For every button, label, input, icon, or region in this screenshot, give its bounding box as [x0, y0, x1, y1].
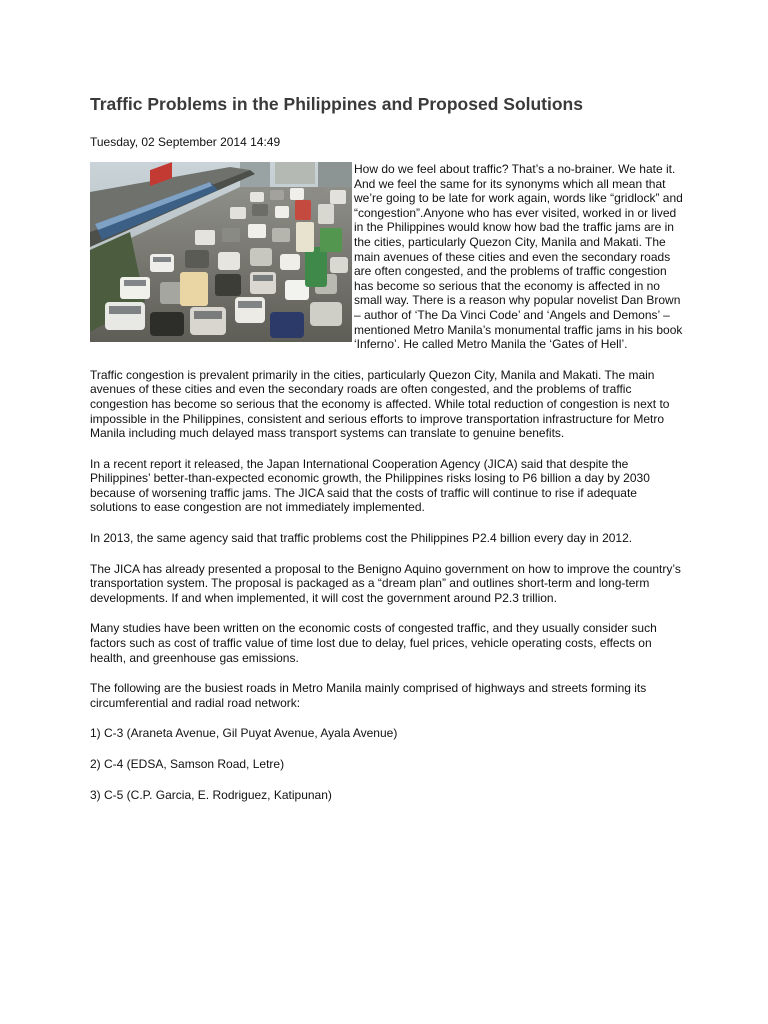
list-item-c4: 2) C-4 (EDSA, Samson Road, Letre) [90, 757, 285, 771]
paragraph-4: In 2013, the same agency said that traffic problems cost the Philippines P2.4 billion every day in 2012. [90, 531, 633, 546]
list-item-c3: 1) C-3 (Araneta Avenue, Gil Puyat Avenue, Ayala Avenue) [90, 726, 398, 741]
list-item-c5: 3) C-5 (C.P. Garcia, E. Rodriguez, Katipunan) [90, 787, 332, 802]
paragraph-3: In a recent report it released, the Japan International Cooperation Agency (JICA) said that despite the Philippines’ better-than-expected economic growth, the Philippines risks losing to P6 billion a day by 2030 because of worsening traffic jams. The JICA said that the costs of traffic will continue to rise if adequate solutions to ease congestion are not immediately implemented. [90, 456, 650, 515]
article-title: Traffic Problems in the Philippines and Proposed Solutions [90, 94, 583, 114]
article-date: Tuesday, 02 September 2014 14:49 [90, 135, 281, 149]
article-body [90, 162, 685, 818]
paragraph-7: The following are the busiest roads in Metro Manila mainly comprised of highways and streets forming its circumferential and radial road network: [90, 681, 647, 710]
paragraph-2: Traffic congestion is prevalent primarily in the cities, particularly Quezon City, Manila and Makati. The main avenues of these cities and even the secondary roads are often congested, and the problems of traffic congestion has become so serious that the economy is affected. While total reduction of congestion is next to impossible in the Philippines, consistent and serious efforts to improve transportation infrastructure for Metro Manila including much delayed mass transport systems can translate to genuine benefits. [90, 367, 670, 441]
paragraph-6: Many studies have been written on the economic costs of congested traffic, and they usually consider such factors such as cost of traffic value of time lost due to delay, fuel prices, vehicle operating costs, effects on health, and greenhouse gas emissions. [90, 621, 657, 665]
paragraph-intro [90, 162, 685, 352]
traffic-jam-photo [90, 162, 352, 342]
paragraph-5: The JICA has already presented a proposal to the Benigno Aquino government on how to improve the country’s transportation system. The proposal is packaged as a “dream plan” and outlines short-term and long-term developments. If and when implemented, it will cost the government around P2.3 trillion. [90, 561, 681, 605]
paragraph-1-text: How do we feel about traffic? That’s a no-brainer. We hate it. And we feel the same for its synonyms which all mean that we’re going to be late for work again, words like “gridlock” and “congestion”.Anyone who has ever visited, worked in or lived in the Philippines would know how bad the traffic jams are in the cities, particularly Quezon City, Manila and Makati. The main avenues of these cities and even the secondary roads are often congested, and the problems of traffic congestion has become so serious that the economy is affected in no small way. There is a reason why popular novelist Dan Brown – author of ‘The Da Vinci Code’ and ‘Angels and Demons’ – mentioned Metro Manila’s monumental traffic jams in his book ‘Inferno’. He called Metro Manila the ‘Gates of Hell’. [354, 162, 683, 352]
